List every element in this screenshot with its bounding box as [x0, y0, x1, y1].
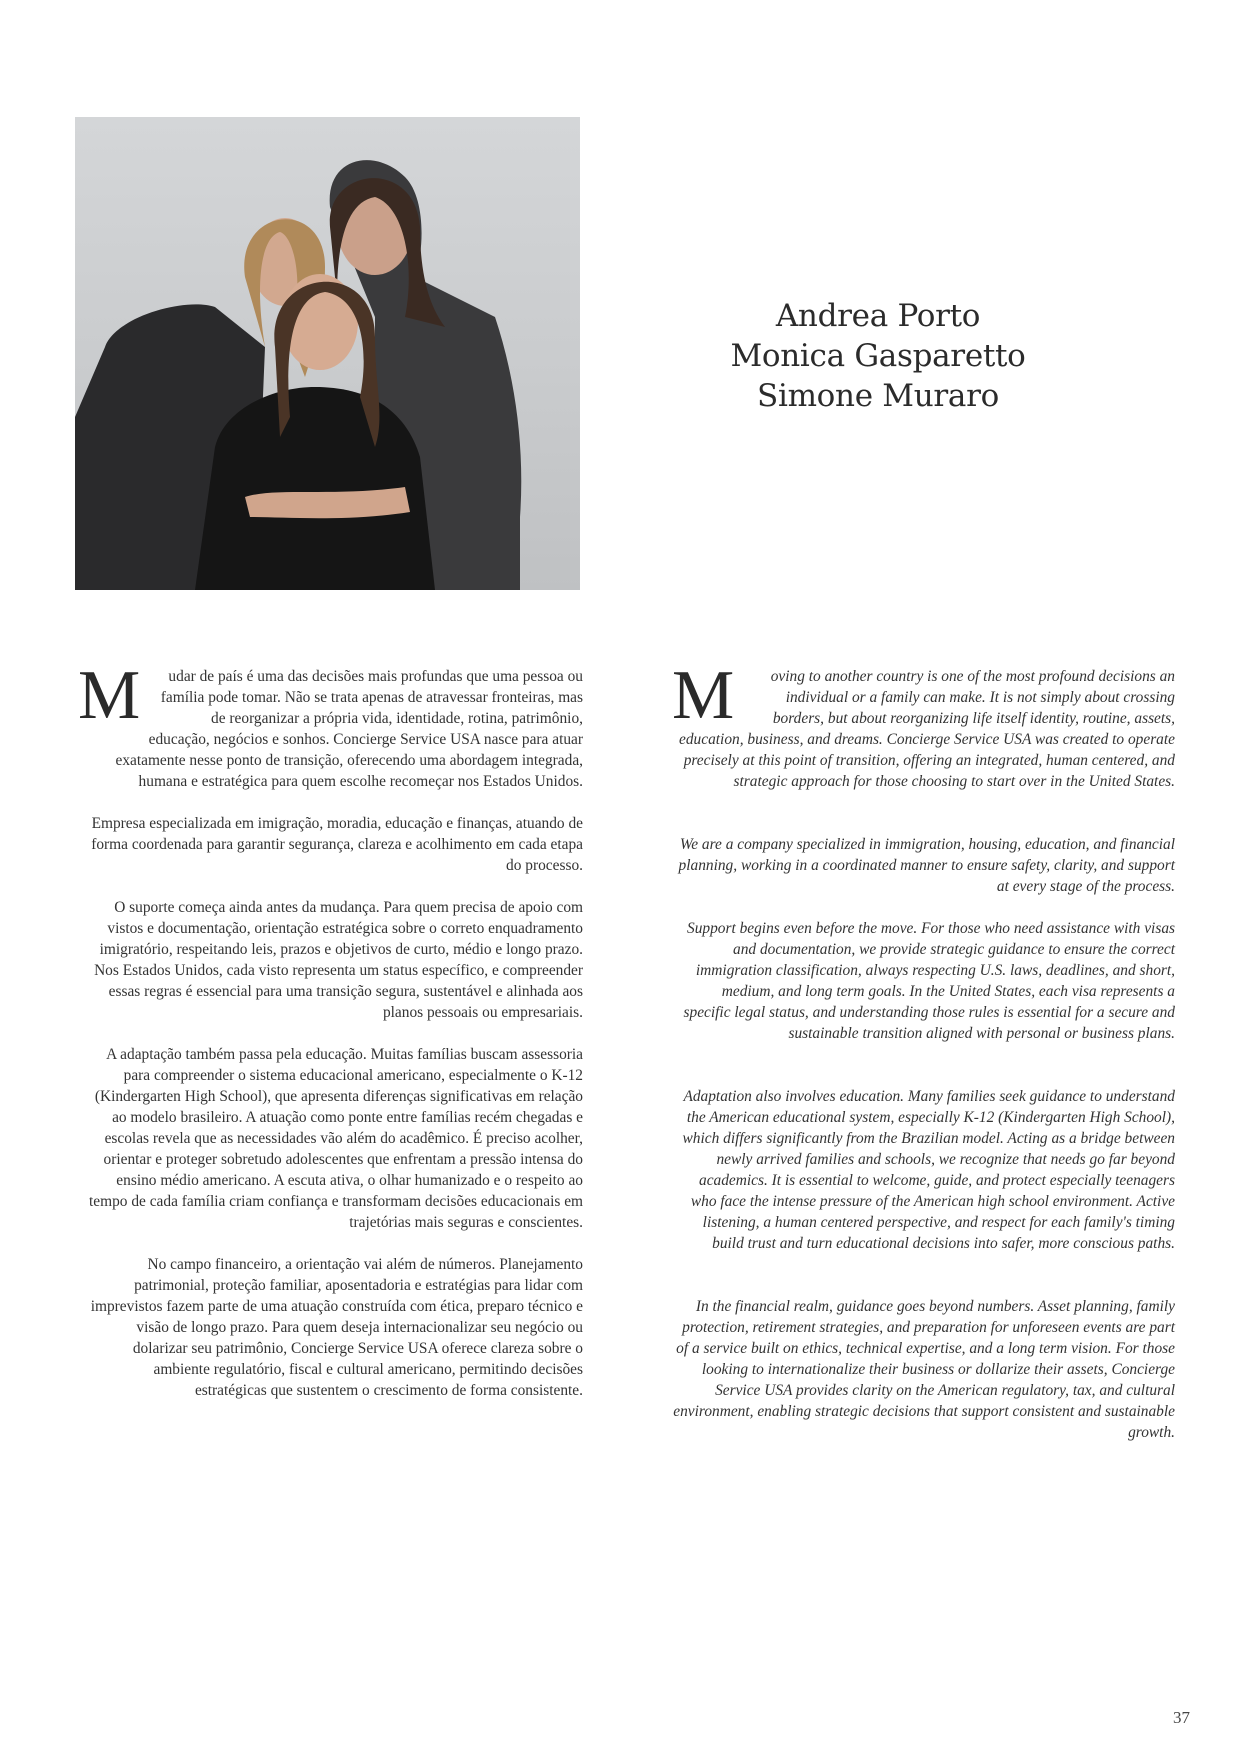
en-dropcap: M [672, 657, 735, 734]
pt-paragraph-1-text: udar de país é uma das decisões mais profundas que uma pessoa ou família pode tomar. Não se trata apenas de atravessar fronteiras, mas de reorganizar a própria vida, identidade, rotina, patrimônio, educação, negócios e sonhos. Concierge Service USA nasce para atuar exatamente nesse ponto de transição, oferecendo uma abordagem integrada, humana e estratégica para quem escolhe recomeçar nos Estados Unidos. [115, 668, 583, 790]
name-1: Andrea Porto [775, 298, 981, 334]
english-column [672, 657, 1175, 1443]
pt-paragraph-5: No campo financeiro, a orientação vai além de números. Planejamento patrimonial, proteção familiar, aposentadoria e estratégias para lidar com imprevistos fazem parte de uma atuação construída com ética, preparo técnico e visão de longo prazo. Para quem deseja internacionalizar seu negócio ou dolarizar seu patrimônio, Concierge Service USA oferece clareza sobre o ambiente regulatório, fiscal e cultural americano, permitindo decisões estratégicas que sustentem o crescimento de forma consistente. [90, 1256, 583, 1399]
pt-paragraph-4: A adaptação também passa pela educação. Muitas famílias buscam assessoria para compreender o sistema educacional americano, especialmente o K-12 (Kindergarten High School), que apresenta diferenças significativas em relação ao modelo brasileiro. A atuação como ponte entre famílias recém chegadas e escolas revela que as necessidades vão além do acadêmico. É preciso acolher, orientar e proteger sobretudo adolescentes que enfrentam a pressão intensa do ensino médio americano. A escuta ativa, o olhar humanizado e o respeito ao tempo de cada família criam confiança e transformam decisões educacionais em trajetórias mais seguras e conscientes. [89, 1046, 583, 1231]
en-paragraph-3: Support begins even before the move. For those who need assistance with visas and documentation, we provide strategic guidance to ensure the correct immigration classification, always respecting U.S. laws, deadlines, and short, medium, and long term goals. In the United States, each visa represents a specific legal status, and understanding those rules is essential for a secure and sustainable transition aligned with personal or business plans. [683, 920, 1175, 1042]
pt-paragraph-3: O suporte começa ainda antes da mudança. Para quem precisa de apoio com vistos e documentação, orientação estratégica sobre o correto enquadramento imigratório, respeitando leis, prazos e objetivos de curto, médio e longo prazo. Nos Estados Unidos, cada visto representa um status específico, e compreender essas regras é essencial para uma transição segura, sustentável e alinhada aos planos pessoais ou empresariais. [94, 899, 583, 1021]
en-paragraph-4: Adaptation also involves education. Many families seek guidance to understand the American educational system, especially K-12 (Kindergarten High School), which differs significantly from the Brazilian model. Acting as a bridge between newly arrived families and schools, we recognize that needs go far beyond academics. It is essential to welcome, guide, and protect especially teenagers who face the intense pressure of the American high school environment. Active listening, a human centered perspective, and respect for each family's timing build trust and turn educational decisions into safer, more conscious paths. [682, 1088, 1175, 1252]
page-number: 37 [1173, 1708, 1190, 1727]
en-paragraph-2: We are a company specialized in immigration, housing, education, and financial planning, working in a coordinated manner to ensure safety, clarity, and support at every stage of the process. [678, 836, 1175, 895]
pt-paragraph-2: Empresa especializada em imigração, moradia, educação e finanças, atuando de forma coordenada para garantir segurança, clareza e acolhimento em cada etapa do processo. [91, 815, 583, 874]
en-paragraph-1-text: oving to another country is one of the most profound decisions an individual or a family can make. It is not simply about crossing borders, but about reorganizing life itself identity, routine, assets, education, business, and dreams. Concierge Service USA was created to operate precisely at this point of transition, offering an integrated, human centered, and strategic approach for those choosing to start over in the United States. [679, 668, 1175, 790]
portuguese-column [78, 657, 583, 1401]
names-block [700, 296, 1056, 416]
en-paragraph-1 [672, 657, 1175, 792]
name-2: Monica Gasparetto [730, 338, 1026, 374]
portrait-illustration [75, 117, 580, 590]
en-paragraph-5: In the financial realm, guidance goes beyond numbers. Asset planning, family protection, retirement strategies, and preparation for unforeseen events are part of a service built on ethics, technical expertise, and a long term vision. For those looking to internationalize their business or dollarize their assets, Concierge Service USA provides clarity on the American regulatory, tax, and cultural environment, enabling strategic decisions that support consistent and sustainable growth. [673, 1298, 1175, 1441]
portrait-photo [75, 117, 580, 590]
pt-dropcap: M [78, 657, 141, 734]
name-3: Simone Muraro [757, 378, 999, 414]
pt-paragraph-1 [78, 657, 583, 792]
